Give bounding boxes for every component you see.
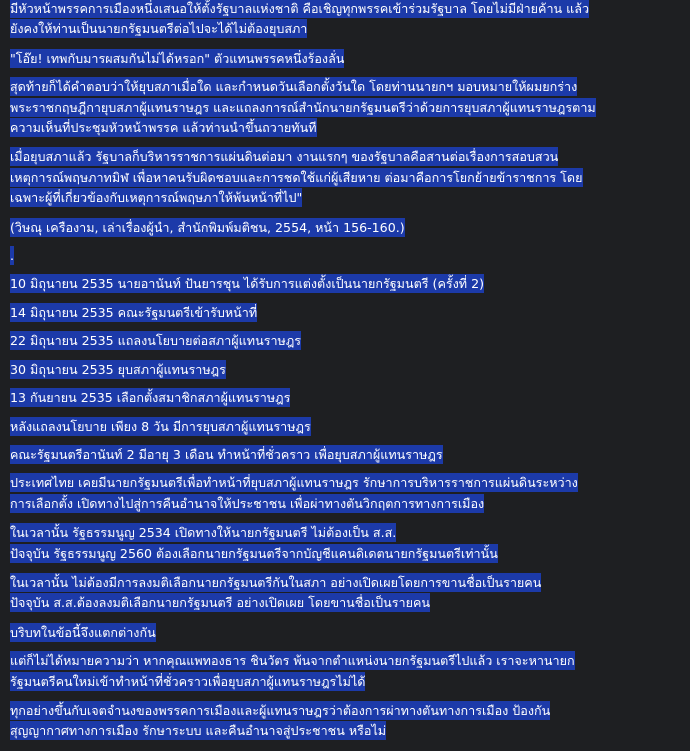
text-paragraph xyxy=(10,651,668,692)
highlighted-text-line: ปัจจุบัน รัฐธรรมนูญ 2560 ต้องเลือกนายกรัฐมนตรีจากบัญชีแคนดิเดตนายกรัฐมนตรีเท่านั้น xyxy=(10,545,498,561)
highlighted-text-line: ในเวลานั้น ไม่ต้องมีการลงมติเลือกนายกรัฐมนตรีกันในสภา อย่างเปิดเผยโดยการขานชื่อเป็นรายคน xyxy=(10,574,542,590)
highlighted-text-line: สุญญากาศทางการเมือง รักษาระบบ และคืนอำนาจสู่ประชาชน หรือไม่ xyxy=(10,723,387,739)
text-paragraph xyxy=(10,218,668,238)
text-paragraph xyxy=(10,623,668,643)
text-paragraph xyxy=(10,417,668,437)
scrollbar[interactable] xyxy=(682,0,690,729)
highlighted-text-line: เมื่อยุบสภาแล้ว รัฐบาลก็บริหารราชการแผ่นดินต่อมา งานแรกๆ ของรัฐบาลคือสานต่อเรื่องการสอบสวน xyxy=(10,149,559,165)
text-paragraph xyxy=(10,360,668,380)
text-paragraph xyxy=(10,274,668,294)
highlighted-text-line: รัฐมนตรีคนใหม่เข้าทำหน้าที่ชั่วคราวเพื่อยุบสภาผู้แทนราษฎรไม่ได้ xyxy=(10,673,366,689)
text-paragraph xyxy=(10,473,668,514)
highlighted-text-line: ทุกอย่างขึ้นกับเจตจำนงของพรรคการเมืองและผู้แทนราษฎรว่าต้องการผ่าทางตันทางการเมือง ป้องกัน xyxy=(10,702,551,718)
highlighted-text-line: การเลือกตั้ง เปิดทางไปสู่การคืนอำนาจให้ประชาชน เพื่อผ่าทางตันวิกฤตการทางการเมือง xyxy=(10,495,485,511)
text-paragraph xyxy=(10,331,668,351)
highlighted-text-line: 30 มิถุนายน 2535 ยุบสภาผู้แทนราษฎร xyxy=(10,361,226,377)
highlighted-text-line: "โอ๊ย! เทพกับมารผสมกันไม่ได้หรอก" ตัวแทนพรรคหนึ่งร้องลั่น xyxy=(10,50,345,66)
text-paragraph xyxy=(10,523,668,564)
text-paragraph xyxy=(10,0,668,40)
highlighted-text-line: หลังแถลงนโยบาย เพียง 8 วัน มีการยุบสภาผู้แทนราษฎร xyxy=(10,418,311,434)
text-paragraph xyxy=(10,147,668,208)
highlighted-text-line: แต่ก็ไม่ได้หมายความว่า หากคุณแพทองธาร ชินวัตร พ้นจากตำแหน่งนายกรัฐมนตรีไปแล้ว เราจะหานายก xyxy=(10,653,575,669)
highlighted-text-line: 14 มิถุนายน 2535 คณะรัฐมนตรีเข้ารับหน้าที่ xyxy=(10,304,258,320)
highlighted-text-line: เฉพาะผู้ที่เกี่ยวข้องกับเหตุการณ์พฤษภาให้พ้นหน้าที่ไป" xyxy=(10,190,303,206)
highlighted-text-line: เหตุการณ์พฤษภาทมิฬ เพื่อหาคนรับผิดชอบและการชดใช้แก่ผู้เสียหาย ต่อมาคือการโยกย้ายข้าราชการ โดย xyxy=(10,169,583,185)
highlighted-text-line: 10 มิถุนายน 2535 นายอานันท์ ปันยารชุน ได้รับการแต่งตั้งเป็นนายกรัฐมนตรี (ครั้งที่ 2) xyxy=(10,276,485,292)
text-paragraph xyxy=(10,49,668,69)
highlighted-text-line: 22 มิถุนายน 2535 แถลงนโยบายต่อสภาผู้แทนราษฎร xyxy=(10,333,302,349)
text-paragraph xyxy=(10,701,668,742)
highlighted-text-line: (วิษณุ เครืองาม, เล่าเรื่องผู้นำ, สำนักพิมพ์มติชน, 2554, หน้า 156-160.) xyxy=(10,219,405,235)
text-paragraph xyxy=(10,573,668,614)
highlighted-text-line: พระราชกฤษฎีกายุบสภาผู้แทนราษฎร และแถลงการณ์สำนักนายกรัฐมนตรีว่าด้วยการยุบสภาผู้แทนราษฎรตาม xyxy=(10,99,596,115)
highlighted-text-line: 13 กันยายน 2535 เลือกตั้งสมาชิกสภาผู้แทนราษฎร xyxy=(10,390,291,406)
highlighted-text-line: ความเห็นที่ประชุมหัวหน้าพรรค แล้วท่านนำขึ้นถวายทันที xyxy=(10,120,317,136)
highlighted-text-line: มีหัวหน้าพรรคการเมืองหนึ่งเสนอให้ตั้งรัฐบาลแห่งชาติ คือเชิญทุกพรรคเข้าร่วมรัฐบาล โดยไม่มีฝ่ายค้าน แล้ว xyxy=(10,1,590,16)
highlighted-text-line: . xyxy=(10,248,15,264)
highlighted-text-line: คณะรัฐมนตรีอานันท์ 2 มีอายุ 3 เดือน ทำหน้าที่ชั่วคราว เพื่อยุบสภาผู้แทนราษฎร xyxy=(10,446,443,462)
text-paragraph xyxy=(10,388,668,408)
text-paragraph xyxy=(10,445,668,465)
highlighted-text-line: สุดท้ายก็ได้คำตอบว่าให้ยุบสภาเมื่อใด และกำหนดวันเลือกตั้งวันใด โดยท่านนายกฯ มอบหมายให้ผมยกร่าง xyxy=(10,79,578,95)
text-paragraph xyxy=(10,246,668,266)
text-paragraph xyxy=(10,303,668,323)
selected-text-body xyxy=(10,0,668,751)
highlighted-text-line: ในเวลานั้น รัฐธรรมนูญ 2534 เปิดทางให้นายกรัฐมนตรี ไม่ต้องเป็น ส.ส. xyxy=(10,525,397,541)
highlighted-text-line: บริบทในข้อนี้จึงแตกต่างกัน xyxy=(10,624,156,640)
highlighted-text-line: ประเทศไทย เคยมีนายกรัฐมนตรีเพื่อทำหน้าที่ยุบสภาผู้แทนราษฎร รักษาการบริหารราชการแผ่นดินระหว่าง xyxy=(10,475,578,491)
text-paragraph xyxy=(10,77,668,138)
highlighted-text-line: ยังคงให้ท่านเป็นนายกรัฐมนตรีต่อไปจะได้ไม่ต้องยุบสภา xyxy=(10,21,308,37)
highlighted-text-line: ปัจจุบัน ส.ส.ต้องลงมติเลือกนายกรัฐมนตรี อย่างเปิดเผย โดยขานชื่อเป็นรายคน xyxy=(10,595,431,611)
